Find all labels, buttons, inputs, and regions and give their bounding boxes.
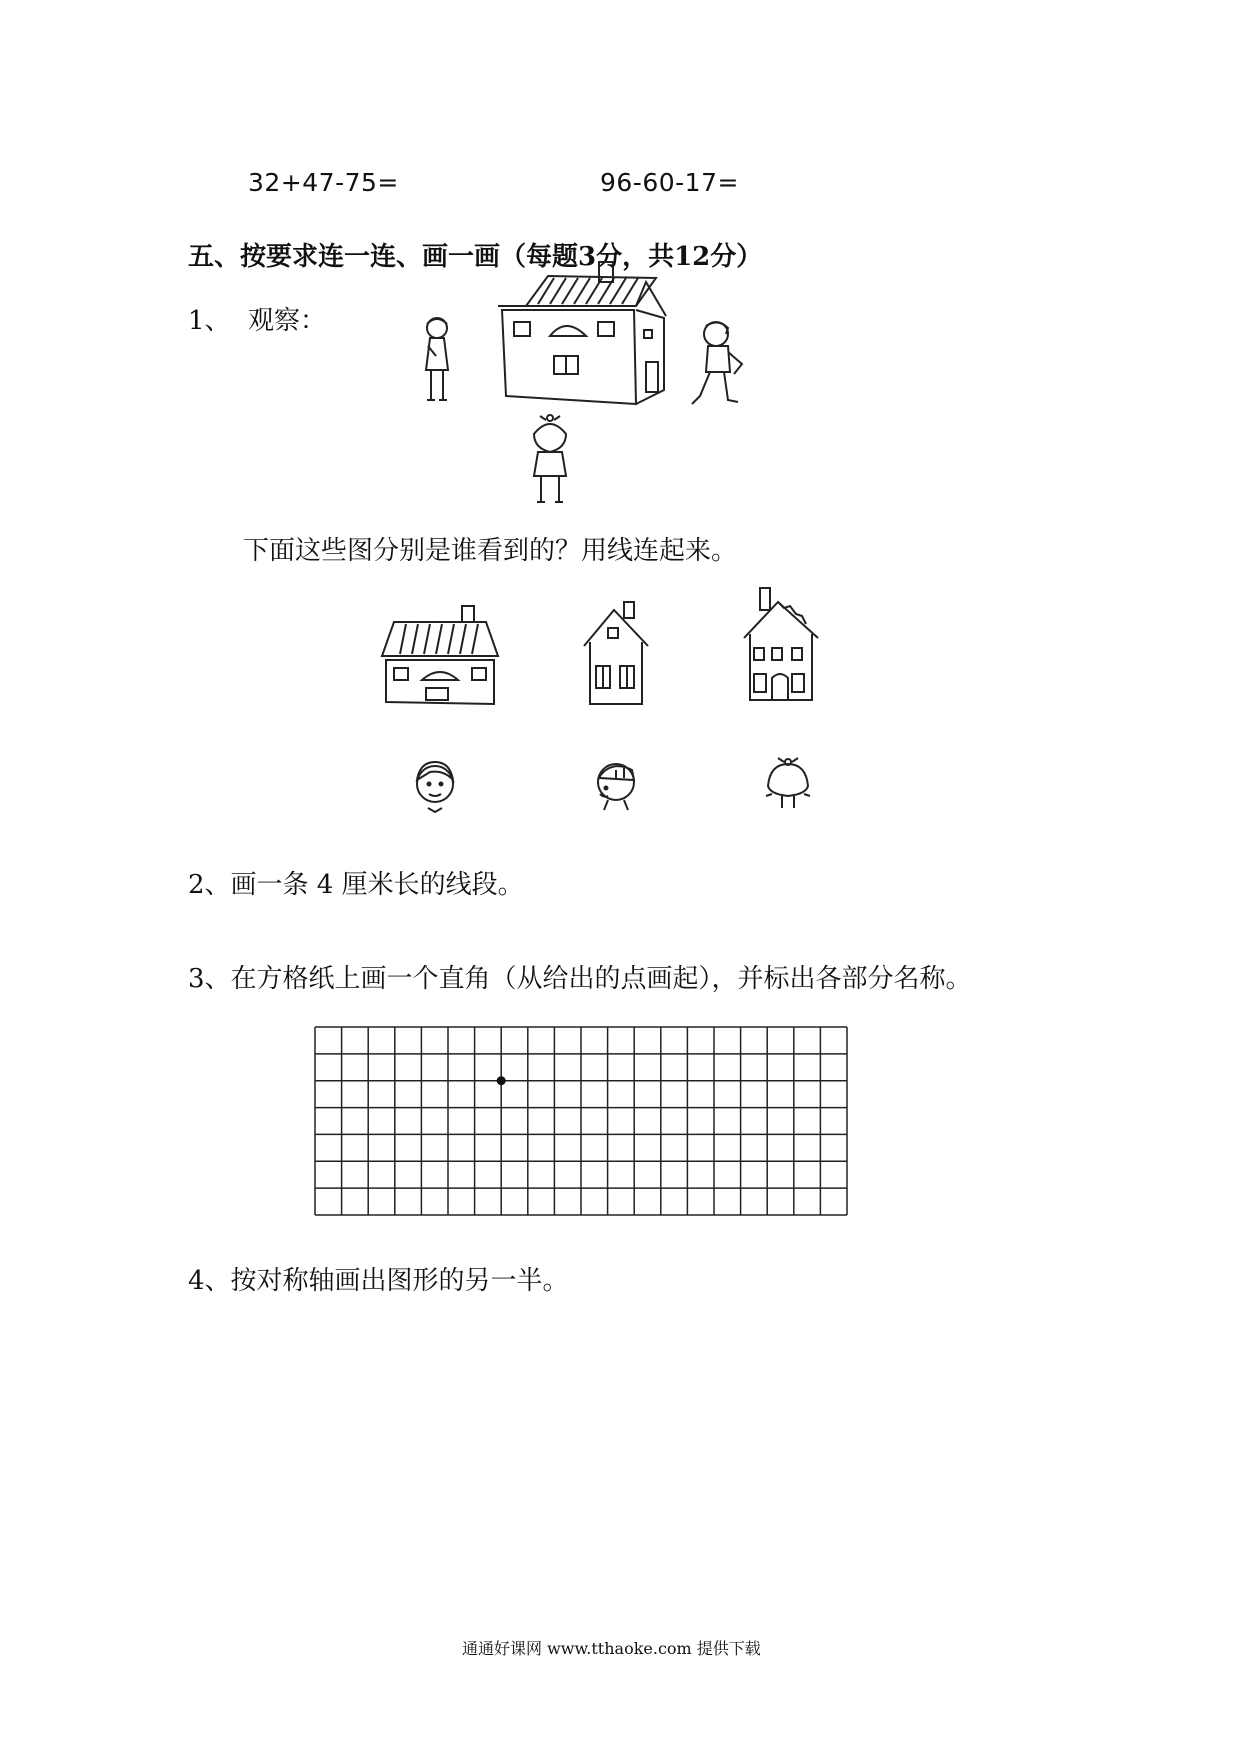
footer: 通通好课网 www.tthaoke.com 提供下载 <box>462 1639 761 1658</box>
q4-text: 4、按对称轴画出图形的另一半。 <box>188 1266 569 1296</box>
house-icon <box>496 258 668 410</box>
q2-text: 2、画一条 4 厘米长的线段。 <box>188 870 524 900</box>
boy-face-icon[interactable] <box>410 756 460 814</box>
section-heading: 五、按要求连一连、画一画（每题3分，共12分） <box>188 242 763 272</box>
q1-instruction: 下面这些图分别是谁看到的？用线连起来。 <box>243 536 738 566</box>
equation-1: 32+47-75= <box>248 168 399 197</box>
equation-2: 96-60-17= <box>600 168 739 197</box>
house-front-view-icon[interactable] <box>378 604 502 706</box>
child-side-face-icon[interactable] <box>592 756 640 812</box>
girl-back-icon <box>526 414 574 506</box>
house-back-view-icon[interactable] <box>740 586 822 704</box>
house-side-view-icon[interactable] <box>580 600 652 706</box>
boy-icon <box>414 314 460 404</box>
girl-back-head-icon[interactable] <box>762 756 814 810</box>
walking-child-icon <box>690 316 746 412</box>
q1-label: 观察： <box>248 306 327 336</box>
q1-number: 1、 <box>188 306 231 336</box>
start-point-dot[interactable] <box>497 1076 506 1085</box>
grid-paper[interactable] <box>314 1026 848 1216</box>
q3-text: 3、在方格纸上画一个直角（从给出的点画起），并标出各部分名称。 <box>188 964 972 994</box>
